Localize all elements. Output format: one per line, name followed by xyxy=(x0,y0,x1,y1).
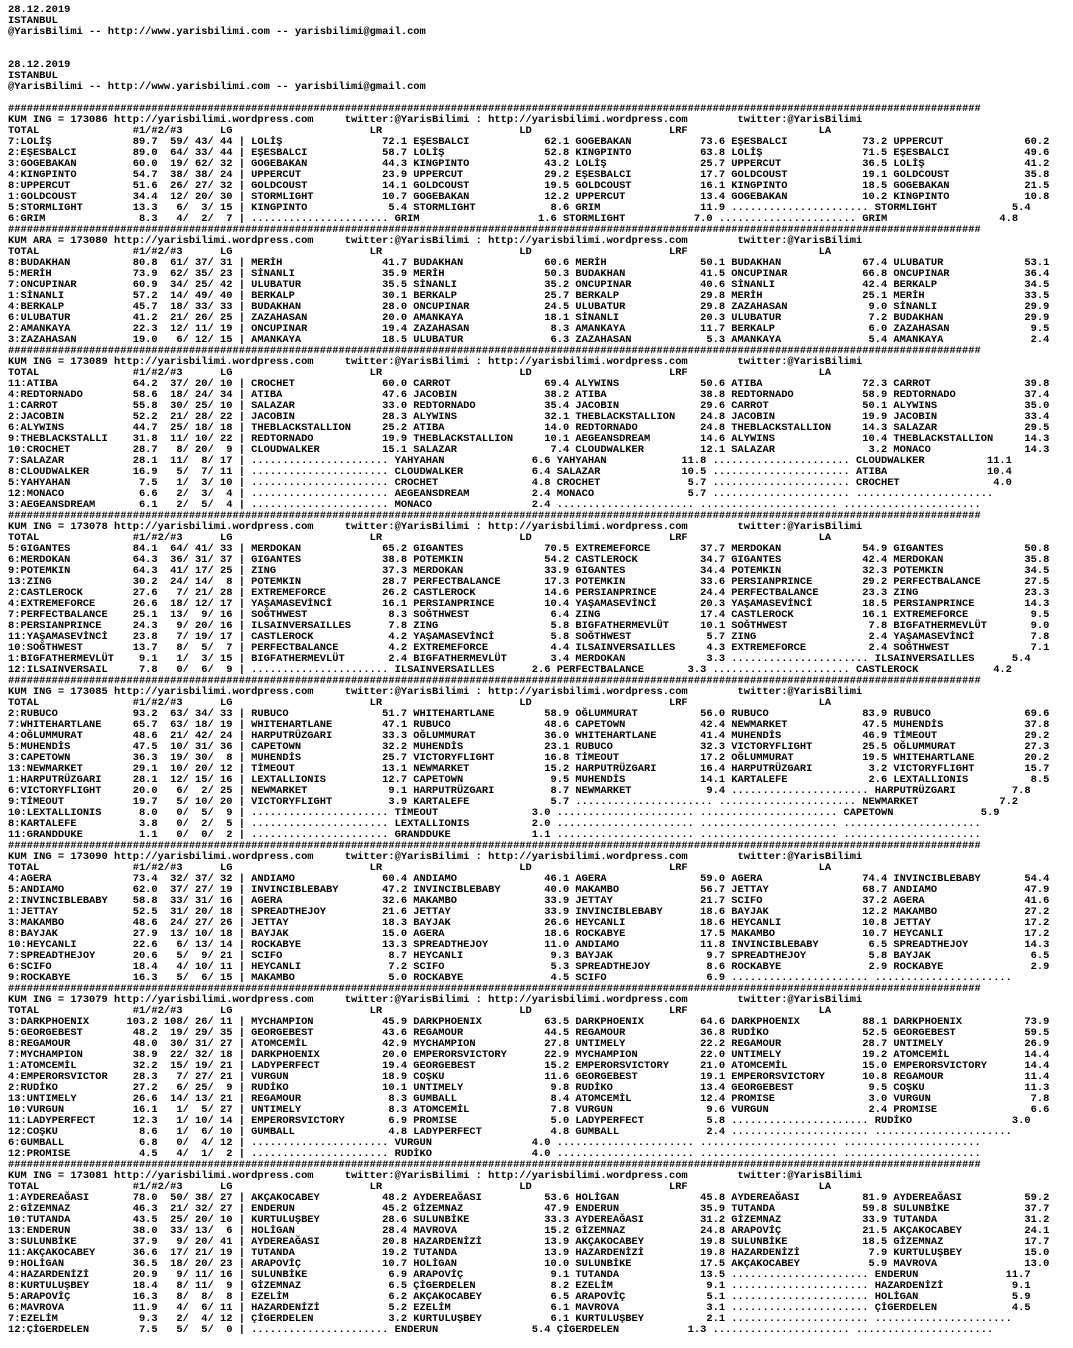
text-line: 12:PROMISE 4.5 4/ 1/ 2 | ...................... RUDİKO 4.0 ...................... ...................... ...................... xyxy=(8,1148,981,1160)
text-line: 2:JACOBIN 52.2 21/ 28/ 22 | JACOBIN 28.3 ALYWINS 32.1 THEBLACKSTALLION 24.8 JACOBIN 19.9 JACOBIN 33.4 xyxy=(8,411,1050,423)
text-line: 5:ARAPOVİÇ 16.3 8/ 8/ 8 | EZELİM 6.2 AKÇAKOCABEY 6.5 ARAPOVİÇ 5.1 ...................... HOLİGAN 5.9 xyxy=(8,1291,1031,1303)
text-line: 8:REGAMOUR 48.0 30/ 31/ 27 | ATOMCEMİL 42.9 MYCHAMPION 27.8 UNTIMELY 22.2 REGAMOUR 28.7 UNTIMELY 26.9 xyxy=(8,1038,1050,1050)
text-line: 2:CASTLEROCK 27.6 7/ 21/ 28 | EXTREMEFORCE 26.2 CASTLEROCK 14.6 PERSIANPRINCE 24.4 PERFECTBALANCE 23.3 ZING 23.3 xyxy=(8,587,1050,599)
text-line: 1:CARROT 55.8 30/ 25/ 10 | SALAZAR 33.0 REDTORNADO 35.4 JACOBIN 29.6 CARROT 50.1 ALYWINS 35.0 xyxy=(8,400,1050,412)
separator-line: ############################################################################################################################################################ xyxy=(8,840,981,852)
text-line: 28.12.2019 xyxy=(8,4,71,16)
text-line: 9:THEBLACKSTALLI 31.8 11/ 10/ 22 | REDTORNADO 19.9 THEBLACKSTALLION 10.1 AEGEANSDREAM 14.6 ALYWINS 10.4 THEBLACKSTALLION 14.3 xyxy=(8,433,1050,445)
text-line: 1:AYDEREAĞASI 78.0 50/ 38/ 27 | AKÇAKOCABEY 48.2 AYDEREAĞASI 53.6 HOLİGAN 45.8 AYDEREAĞASI 81.9 AYDEREAĞASI 59.2 xyxy=(8,1192,1050,1204)
text-line: ISTANBUL xyxy=(8,70,58,82)
text-line: 10:SOĞTHWEST 13.7 8/ 5/ 7 | PERFECTBALANCE 4.2 EXTREMEFORCE 4.4 ILSAINVERSAILLES 4.3 EXTREMEFORCE 2.4 SOĞTHWEST 7.1 xyxy=(8,642,1050,654)
text-line: 5:MERİH 73.9 62/ 35/ 23 | SİNANLI 35.9 MERİH 50.3 BUDAKHAN 41.5 ONCUPINAR 66.8 ONCUPINAR 36.4 xyxy=(8,268,1050,280)
text-line: 8:BAYJAK 27.9 13/ 10/ 18 | BAYJAK 15.0 AGERA 18.6 ROCKABYE 17.5 MAKAMBO 10.7 HEYCANLI 17.2 xyxy=(8,928,1050,940)
text-line: 12:ÇİGERDELEN 7.5 5/ 5/ 0 | ...................... ENDERUN 5.4 ÇİGERDELEN 1.3 ...................... ...................... xyxy=(8,1324,994,1336)
text-line: ISTANBUL xyxy=(8,15,58,27)
race-header-line: KUM ING = 173085 http://yarisbilimi.wordpress.com twitter:@YarisBilimi : http://yarisbilimi.wordpress.com twitter:@YarisBilimi xyxy=(8,686,863,698)
text-line: 3:ZAZAHASAN 19.0 6/ 12/ 15 | AMANKAYA 18.5 ULUBATUR 6.3 ZAZAHASAN 5.3 AMANKAYA 5.4 AMANKAYA 2.4 xyxy=(8,334,1050,346)
text-line: 7:SALAZAR 28.1 11/ 8/ 17 | ...................... YAHYAHAN 6.6 YAHYAHAN 11.8 ...................... CLOUDWALKER 11.1 xyxy=(8,455,1012,467)
text-line: 6:MAVROVA 11.9 4/ 6/ 11 | HAZARDENİZİ 5.2 EZELİM 6.1 MAVROVA 3.1 ...................... ÇİGERDELEN 4.5 xyxy=(8,1302,1031,1314)
text-line: 1:ATOMCEMİL 32.2 15/ 19/ 21 | LADYPERFECT 19.4 GEORGEBEST 15.2 EMPERORSVICTORY 21.0 ATOMCEMİL 15.0 EMPERORSVICTORY 14.4 xyxy=(8,1060,1050,1072)
text-line: 1:HARPUTRÜZGARI 28.1 12/ 15/ 16 | LEXTALLIONIS 12.7 CAPETOWN 9.5 MUHENDİS 14.1 KARTALEFE 2.6 LEXTALLIONIS 8.5 xyxy=(8,774,1050,786)
text-line: 3:GOGEBAKAN 60.0 19/ 62/ 32 | GOGEBAKAN 44.3 KINGPINTO 43.2 LOLİŞ 25.7 UPPERCUT 36.5 LOLİŞ 41.2 xyxy=(8,158,1050,170)
text-line: 6:ALYWINS 44.7 25/ 18/ 18 | THEBLACKSTALLION 25.2 ATIBA 14.0 REDTORNADO 24.8 THEBLACKSTALLION 14.3 SALAZAR 29.5 xyxy=(8,422,1050,434)
text-line: 8:CLOUDWALKER 16.9 5/ 7/ 11 | ...................... CLOUDWALKER 6.4 SALAZAR 10.5 ...................... ATIBA 10.4 xyxy=(8,466,1012,478)
text-line: 6:MERDOKAN 64.3 36/ 31/ 37 | GIGANTES 38.8 POTEMKIN 54.2 CASTLEROCK 34.7 GIGANTES 42.4 MERDOKAN 35.8 xyxy=(8,554,1050,566)
text-line: 12:MONACO 6.6 2/ 3/ 4 | ...................... AEGEANSDREAM 2.4 MONACO 5.7 ...................... ...................... xyxy=(8,488,994,500)
text-line: 10:HEYCANLI 22.6 6/ 13/ 14 | ROCKABYE 13.3 SPREADTHEJOY 11.0 ANDIAMO 11.8 INVINCIBLEBABY 6.5 SPREADTHEJOY 14.3 xyxy=(8,939,1050,951)
text-line: 9:ROCKABYE 16.3 5/ 6/ 15 | MAKAMBO 5.0 ROCKABYE 4.5 SCIFO 6.9 ...................... ...................... xyxy=(8,972,1012,984)
separator-line: ############################################################################################################################################################ xyxy=(8,983,981,995)
text-line: 5:YAHYAHAN 7.5 1/ 3/ 10 | ...................... CROCHET 4.8 CROCHET 5.7 ...................... CROCHET 4.0 xyxy=(8,477,1012,489)
text-line: 11:LADYPERFECT 12.3 1/ 10/ 14 | EMPERORSVICTORY 6.9 PROMISE 5.0 LADYPERFECT 5.8 ...................... RUDİKO 3.0 xyxy=(8,1115,1031,1127)
text-line: @YarisBilimi -- http://www.yarisbilimi.com -- yarisbilimi@gmail.com xyxy=(8,26,426,38)
text-line: 7:SPREADTHEJOY 20.6 5/ 9/ 21 | SCIFO 8.7 HEYCANLI 9.3 BAYJAK 9.7 SPREADTHEJOY 5.8 BAYJAK 6.5 xyxy=(8,950,1050,962)
text-line: 4:HAZARDENİZİ 20.9 9/ 11/ 16 | SULUNBİKE 6.9 ARAPOVİÇ 9.1 TUTANDA 13.5 ...................... ENDERUN 11.7 xyxy=(8,1269,1031,1281)
text-line: 4:EXTREMEFORCE 26.6 18/ 12/ 17 | YAŞAMASEVİNCİ 16.1 PERSIANPRINCE 10.4 YAŞAMASEVİNCİ 20.3 YAŞAMASEVİNCİ 18.5 PERSIANPRINCE 14.3 xyxy=(8,598,1050,610)
text-line: 6:VICTORYFLIGHT 20.0 6/ 2/ 25 | NEWMARKET 9.1 HARPUTRÜZGARI 8.7 NEWMARKET 9.4 ...................... HARPUTRÜZGARI 7.8 xyxy=(8,785,1031,797)
text-line: 12:COŞKU 8.6 1/ 6/ 10 | GUMBALL 4.8 LADYPERFECT 4.8 GUMBALL 2.4 ...................... ...................... xyxy=(8,1126,1012,1138)
text-line: 4:AGERA 73.4 32/ 37/ 32 | ANDIAMO 60.4 ANDIAMO 46.1 AGERA 59.0 AGERA 74.4 INVINCIBLEBABY 54.4 xyxy=(8,873,1050,885)
column-header-line: TOTAL #1/#2/#3 LG LR LD LRF LA xyxy=(8,1005,832,1017)
race-header-line: KUM ING = 173089 http://yarisbilimi.wordpress.com twitter:@YarisBilimi : http://yarisbilimi.wordpress.com twitter:@YarisBilimi xyxy=(8,356,863,368)
text-line: 5:ANDIAMO 62.0 37/ 27/ 19 | INVINCIBLEBABY 47.2 INVINCIBLEBABY 40.0 MAKAMBO 56.7 JETTAY 68.7 ANDIAMO 47.9 xyxy=(8,884,1050,896)
text-line: 9:HOLİGAN 36.5 18/ 20/ 23 | ARAPOVİÇ 10.7 HOLİGAN 10.0 SULUNBİKE 17.5 AKÇAKOCABEY 5.9 MAVROVA 13.0 xyxy=(8,1258,1050,1270)
text-line: 13:ENDERUN 38.0 33/ 13/ 6 | HOLİGAN 28.4 MAVROVA 15.2 GİZEMNAZ 24.8 ARAPOVİÇ 21.5 AKÇAKOCABEY 24.1 xyxy=(8,1225,1050,1237)
text-line: 2:RUBUCO 93.2 63/ 34/ 33 | RUBUCO 51.7 WHITEHARTLANE 58.9 OĞLUMMURAT 56.0 RUBUCO 83.9 RUBUCO 69.6 xyxy=(8,708,1050,720)
separator-line: ############################################################################################################################################################ xyxy=(8,1159,981,1171)
text-line: 8:UPPERCUT 51.6 26/ 27/ 32 | GOLDCOUST 14.1 GOLDCOUST 19.5 GOLDCOUST 16.1 KINGPINTO 18.5 GOGEBAKAN 21.5 xyxy=(8,180,1050,192)
race-header-line: KUM ING = 173081 http://yarisbilimi.wordpress.com twitter:@YarisBilimi : http://yarisbilimi.wordpress.com twitter:@YarisBilimi xyxy=(8,1170,863,1182)
text-line: 4:REDTORNADO 58.6 18/ 24/ 34 | ATIBA 47.6 JACOBIN 38.2 ATIBA 38.8 REDTORNADO 58.9 REDTORNADO 37.4 xyxy=(8,389,1050,401)
text-line: 10:VURGUN 16.1 1/ 5/ 27 | UNTIMELY 8.3 ATOMCEMİL 7.8 VURGUN 9.6 VURGUN 2.4 PROMISE 6.6 xyxy=(8,1104,1050,1116)
text-line: 2:RUDİKO 27.2 6/ 25/ 9 | RUDİKO 10.1 UNTIMELY 9.8 RUDİKO 13.4 GEORGEBEST 9.5 COŞKU 11.3 xyxy=(8,1082,1050,1094)
text-line: 4:BERKALP 45.7 18/ 33/ 33 | BUDAKHAN 28.0 ONCUPINAR 24.5 ULUBATUR 29.8 ZAZAHASAN 9.0 SİNANLI 29.9 xyxy=(8,301,1050,313)
text-line: 7:ONCUPINAR 60.9 34/ 25/ 42 | ULUBATUR 35.5 SİNANLI 35.2 ONCUPINAR 40.6 SİNANLI 42.4 BERKALP 34.5 xyxy=(8,279,1050,291)
text-line: 7:EZELİM 9.3 2/ 4/ 12 | ÇİGERDELEN 3.2 KURTULUŞBEY 6.1 KURTULUŞBEY 2.1 ...................... ...................... xyxy=(8,1313,1012,1325)
separator-line: ############################################################################################################################################################ xyxy=(8,224,981,236)
text-line: 10:TUTANDA 43.5 25/ 20/ 10 | KURTULUŞBEY 28.6 SULUNBİKE 33.3 AYDEREAĞASI 31.2 GİZEMNAZ 33.9 TUTANDA 31.2 xyxy=(8,1214,1050,1226)
text-line: 3:MAKAMBO 48.6 24/ 27/ 26 | JETTAY 18.3 BAYJAK 26.6 HEYCANLI 18.6 HEYCANLI 10.8 JETTAY 17.2 xyxy=(8,917,1050,929)
race-header-line: KUM ING = 173079 http://yarisbilimi.wordpress.com twitter:@YarisBilimi : http://yarisbilimi.wordpress.com twitter:@YarisBilimi xyxy=(8,994,863,1006)
text-line: 5:GEORGEBEST 48.2 19/ 29/ 35 | GEORGEBEST 43.6 REGAMOUR 44.5 REGAMOUR 36.8 RUDİKO 52.5 GEORGEBEST 59.5 xyxy=(8,1027,1050,1039)
text-line: 9:POTEMKIN 64.3 41/ 17/ 25 | ZING 37.3 MERDOKAN 33.9 GIGANTES 34.4 POTEMKIN 32.3 POTEMKIN 34.5 xyxy=(8,565,1050,577)
text-line: 10:CROCHET 28.7 8/ 20/ 9 | CLOUDWALKER 15.1 SALAZAR 7.4 CLOUDWALKER 12.1 SALAZAR 3.2 MONACO 14.3 xyxy=(8,444,1050,456)
text-line: 6:GUMBALL 6.8 0/ 4/ 12 | ...................... VURGUN 4.0 ...................... ...................... ...................... xyxy=(8,1137,981,1149)
text-line: 2:AMANKAYA 22.3 12/ 11/ 19 | ONCUPINAR 19.4 ZAZAHASAN 8.3 AMANKAYA 11.7 BERKALP 6.0 ZAZAHASAN 9.5 xyxy=(8,323,1050,335)
text-line: 6:ULUBATUR 41.2 21/ 26/ 25 | ZAZAHASAN 20.0 AMANKAYA 18.1 SİNANLI 20.3 ULUBATUR 7.2 BUDAKHAN 29.9 xyxy=(8,312,1050,324)
text-line: 11:GRANDDUKE 1.1 0/ 0/ 2 | ...................... GRANDDUKE 1.1 ...................... ...................... ...................... xyxy=(8,829,981,841)
separator-line: ############################################################################################################################################################ xyxy=(8,103,981,115)
text-line: 5:MUHENDİS 47.5 10/ 31/ 36 | CAPETOWN 32.2 MUHENDİS 23.1 RUBUCO 32.3 VICTORYFLIGHT 25.5 OĞLUMMURAT 27.3 xyxy=(8,741,1050,753)
column-header-line: TOTAL #1/#2/#3 LG LR LD LRF LA xyxy=(8,1181,832,1193)
text-line: 11:YAŞAMASEVİNCİ 23.8 7/ 19/ 17 | CASTLEROCK 4.2 YAŞAMASEVİNCİ 5.8 SOĞTHWEST 5.7 ZING 2.4 YAŞAMASEVİNCİ 7.8 xyxy=(8,631,1050,643)
text-line: 2:GİZEMNAZ 46.3 21/ 32/ 27 | ENDERUN 45.2 GİZEMNAZ 47.9 ENDERUN 35.9 TUTANDA 59.8 SULUNBİKE 37.7 xyxy=(8,1203,1050,1215)
text-line: 4:EMPERORSVICTOR 28.3 7/ 27/ 21 | VURGUN 18.9 COŞKU 11.6 GEORGEBEST 19.1 EMPERORSVICTORY 10.8 REGAMOUR 11.4 xyxy=(8,1071,1050,1083)
text-line: 2:INVINCIBLEBABY 58.8 33/ 31/ 16 | AGERA 32.6 MAKAMBO 33.9 JETTAY 21.7 SCIFO 37.2 AGERA 41.6 xyxy=(8,895,1050,907)
text-line: 8:KURTULUŞBEY 18.4 8/ 11/ 9 | GİZEMNAZ 6.5 ÇİGERDELEN 8.2 EZELİM 9.1 ...................... HAZARDENİZİ 9.1 xyxy=(8,1280,1031,1292)
race-header-line: KUM ING = 173078 http://yarisbilimi.wordpress.com twitter:@YarisBilimi : http://yarisbilimi.wordpress.com twitter:@YarisBilimi xyxy=(8,521,863,533)
blank-line xyxy=(8,49,1073,60)
race-header-line: KUM ARA = 173080 http://yarisbilimi.wordpress.com twitter:@YarisBilimi : http://yarisbilimi.wordpress.com twitter:@YarisBilimi xyxy=(8,235,863,247)
text-line: 11:ATIBA 64.2 37/ 20/ 10 | CROCHET 60.0 CARROT 69.4 ALYWINS 50.6 ATIBA 72.3 CARROT 39.8 xyxy=(8,378,1050,390)
column-header-line: TOTAL #1/#2/#3 LG LR LD LRF LA xyxy=(8,532,832,544)
separator-line: ############################################################################################################################################################ xyxy=(8,510,981,522)
separator-line: ############################################################################################################################################################ xyxy=(8,675,981,687)
text-line: 13:ZING 30.2 24/ 14/ 8 | POTEMKIN 28.7 PERFECTBALANCE 17.3 POTEMKIN 33.6 PERSIANPRINCE 29.2 PERFECTBALANCE 27.5 xyxy=(8,576,1050,588)
column-header-line: TOTAL #1/#2/#3 LG LR LD LRF LA xyxy=(8,367,832,379)
text-line: 7:LOLİŞ 89.7 59/ 43/ 44 | LOLİŞ 72.1 EŞESBALCI 62.1 GOGEBAKAN 73.6 EŞESBALCI 73.2 UPPERCUT 60.2 xyxy=(8,136,1050,148)
text-line: 3:SULUNBİKE 37.9 9/ 20/ 41 | AYDEREAĞASI 20.8 HAZARDENİZİ 13.9 AKÇAKOCABEY 19.8 SULUNBİKE 18.5 GİZEMNAZ 17.7 xyxy=(8,1236,1050,1248)
text-line: 7:MYCHAMPION 38.9 22/ 32/ 18 | DARKPHOENIX 20.0 EMPERORSVICTORY 22.9 MYCHAMPION 22.0 UNTIMELY 19.2 ATOMCEMİL 14.4 xyxy=(8,1049,1050,1061)
text-line: 1:GOLDCOUST 34.4 12/ 20/ 30 | STORMLIGHT 10.7 GOGEBAKAN 12.2 UPPERCUT 13.4 GOGEBAKAN 10.2 KINGPINTO 10.8 xyxy=(8,191,1050,203)
text-line: 1:BIGFATHERMEVLÜT 9.1 1/ 3/ 15 | BIGFATHERMEVLÜT 2.4 BIGFATHERMEVLÜT 3.4 MERDOKAN 3.3 ...................... ILSAINVERSAILLES 5.4 xyxy=(8,653,1031,665)
text-line: 12:ILSAINVERSAIL 7.8 0/ 6/ 9 | ...................... ILSAINVERSAILLES 2.6 PERFECTBALANCE 3.3 ...................... CASTLEROCK 4.2 xyxy=(8,664,1012,676)
text-line: 13:NEWMARKET 29.1 10/ 20/ 12 | TİMEOUT 13.1 NEWMARKET 15.2 HARPUTRÜZGARI 16.4 HARPUTRÜZGARI 3.2 VICTORYFLIGHT 15.7 xyxy=(8,763,1050,775)
blank-line xyxy=(8,38,1073,49)
text-line: 1:JETTAY 52.5 31/ 20/ 18 | SPREADTHEJOY 21.6 JETTAY 33.9 INVINCIBLEBABY 18.6 BAYJAK 12.2 MAKAMBO 27.2 xyxy=(8,906,1050,918)
text-line: 13:UNTIMELY 26.6 14/ 13/ 21 | REGAMOUR 8.3 GUMBALL 8.4 ATOMCEMİL 12.4 PROMISE 3.0 VURGUN 7.8 xyxy=(8,1093,1050,1105)
text-line: 3:AEGEANSDREAM 6.1 2/ 5/ 4 | ...................... MONACO 2.4 ...................... ...................... ...................... xyxy=(8,499,981,511)
text-line: 3:CAPETOWN 36.3 19/ 30/ 8 | MUHENDİS 25.7 VICTORYFLIGHT 16.8 TİMEOUT 17.2 OĞLUMMURAT 19.5 WHITEHARTLANE 20.2 xyxy=(8,752,1050,764)
text-line: 7:WHITEHARTLANE 65.7 63/ 18/ 19 | WHITEHARTLANE 47.1 RUBUCO 48.6 CAPETOWN 42.4 NEWMARKET 47.5 MUHENDİS 37.8 xyxy=(8,719,1050,731)
text-line: 6:SCIFO 18.4 4/ 10/ 11 | HEYCANLI 7.2 SCIFO 5.3 SPREADTHEJOY 8.6 ROCKABYE 2.9 ROCKABYE 2.9 xyxy=(8,961,1050,973)
race-header-line: KUM ING = 173090 http://yarisbilimi.wordpress.com twitter:@YarisBilimi : http://yarisbilimi.wordpress.com twitter:@YarisBilimi xyxy=(8,851,863,863)
separator-line: ############################################################################################################################################################ xyxy=(8,345,981,357)
text-line: 11:AKÇAKOCABEY 36.6 17/ 21/ 19 | TUTANDA 19.2 TUTANDA 13.9 HAZARDENİZİ 19.8 HAZARDENİZİ 7.9 KURTULUŞBEY 15.0 xyxy=(8,1247,1050,1259)
text-line: 10:LEXTALLIONIS 8.0 0/ 5/ 9 | ...................... TİMEOUT 3.0 ...................... ...................... CAPETOWN 5.9 xyxy=(8,807,1000,819)
text-line: 4:OĞLUMMURAT 48.6 21/ 42/ 24 | HARPUTRÜZGARI 33.3 OĞLUMMURAT 36.0 WHITEHARTLANE 41.4 MUHENDİS 46.9 TİMEOUT 29.2 xyxy=(8,730,1050,742)
text-line: 8:KARTALEFE 3.8 0/ 2/ 5 | ...................... LEXTALLIONIS 2.0 ...................... ...................... ...................... xyxy=(8,818,981,830)
text-line: 6:GRIM 8.3 4/ 2/ 7 | ...................... GRIM 1.6 STORMLIGHT 7.0 ...................... GRIM 4.8 xyxy=(8,213,1019,225)
race-header-line: KUM ING = 173086 http://yarisbilimi.wordpress.com twitter:@YarisBilimi : http://yarisbilimi.wordpress.com twitter:@YarisBilimi xyxy=(8,114,863,126)
column-header-line: TOTAL #1/#2/#3 LG LR LD LRF LA xyxy=(8,697,832,709)
text-line: @YarisBilimi -- http://www.yarisbilimi.com -- yarisbilimi@gmail.com xyxy=(8,81,426,93)
text-line: 8:BUDAKHAN 80.8 61/ 37/ 31 | MERİH 41.7 BUDAKHAN 60.6 MERİH 50.1 BUDAKHAN 67.4 ULUBATUR 53.1 xyxy=(8,257,1050,269)
column-header-line: TOTAL #1/#2/#3 LG LR LD LRF LA xyxy=(8,125,832,137)
text-line: 8:PERSIANPRINCE 24.3 9/ 20/ 16 | ILSAINVERSAILLES 7.8 ZING 5.8 BIGFATHERMEVLÜT 10.1 SOĞTHWEST 7.8 BIGFATHERMEVLÜT 9.0 xyxy=(8,620,1050,632)
text-line: 5:STORMLIGHT 13.3 6/ 3/ 15 | KINGPINTO 5.4 STORMLIGHT 8.6 GRIM 11.9 ...................... STORMLIGHT 5.4 xyxy=(8,202,1031,214)
column-header-line: TOTAL #1/#2/#3 LG LR LD LRF LA xyxy=(8,862,832,874)
text-line: 28.12.2019 xyxy=(8,59,71,71)
text-line: 3:DARKPHOENIX 103.2 108/ 26/ 11 | MYCHAMPION 45.9 DARKPHOENIX 63.5 DARKPHOENIX 64.6 DARKPHOENIX 88.1 DARKPHOENIX 73.9 xyxy=(8,1016,1050,1028)
text-line: 5:GIGANTES 84.1 64/ 41/ 33 | MERDOKAN 65.2 GIGANTES 70.5 EXTREMEFORCE 37.7 MERDOKAN 54.9 GIGANTES 50.8 xyxy=(8,543,1050,555)
text-line: 4:KINGPINTO 54.7 38/ 38/ 24 | UPPERCUT 23.9 UPPERCUT 29.2 EŞESBALCI 17.7 GOLDCOUST 19.1 GOLDCOUST 35.8 xyxy=(8,169,1050,181)
text-line: 9:TİMEOUT 19.7 5/ 10/ 20 | VICTORYFLIGHT 3.9 KARTALEFE 5.7 ...................... ...................... NEWMARKET 7.2 xyxy=(8,796,1019,808)
text-line: 7:PERFECTBALANCE 25.1 13/ 9/ 16 | SOĞTHWEST 8.3 SOĞTHWEST 6.4 ZING 17.4 CASTLEROCK 16.1 EXTREMEFORCE 9.5 xyxy=(8,609,1050,621)
text-line: 2:EŞESBALCI 89.0 64/ 33/ 44 | EŞESBALCI 58.7 LOLİŞ 52.8 KINGPINTO 63.8 LOLİŞ 71.5 EŞESBALCI 49.6 xyxy=(8,147,1050,159)
column-header-line: TOTAL #1/#2/#3 LG LR LD LRF LA xyxy=(8,246,832,258)
text-line: 1:SİNANLI 57.2 14/ 49/ 40 | BERKALP 30.1 BERKALP 25.7 BERKALP 29.8 MERİH 25.1 MERİH 33.5 xyxy=(8,290,1050,302)
